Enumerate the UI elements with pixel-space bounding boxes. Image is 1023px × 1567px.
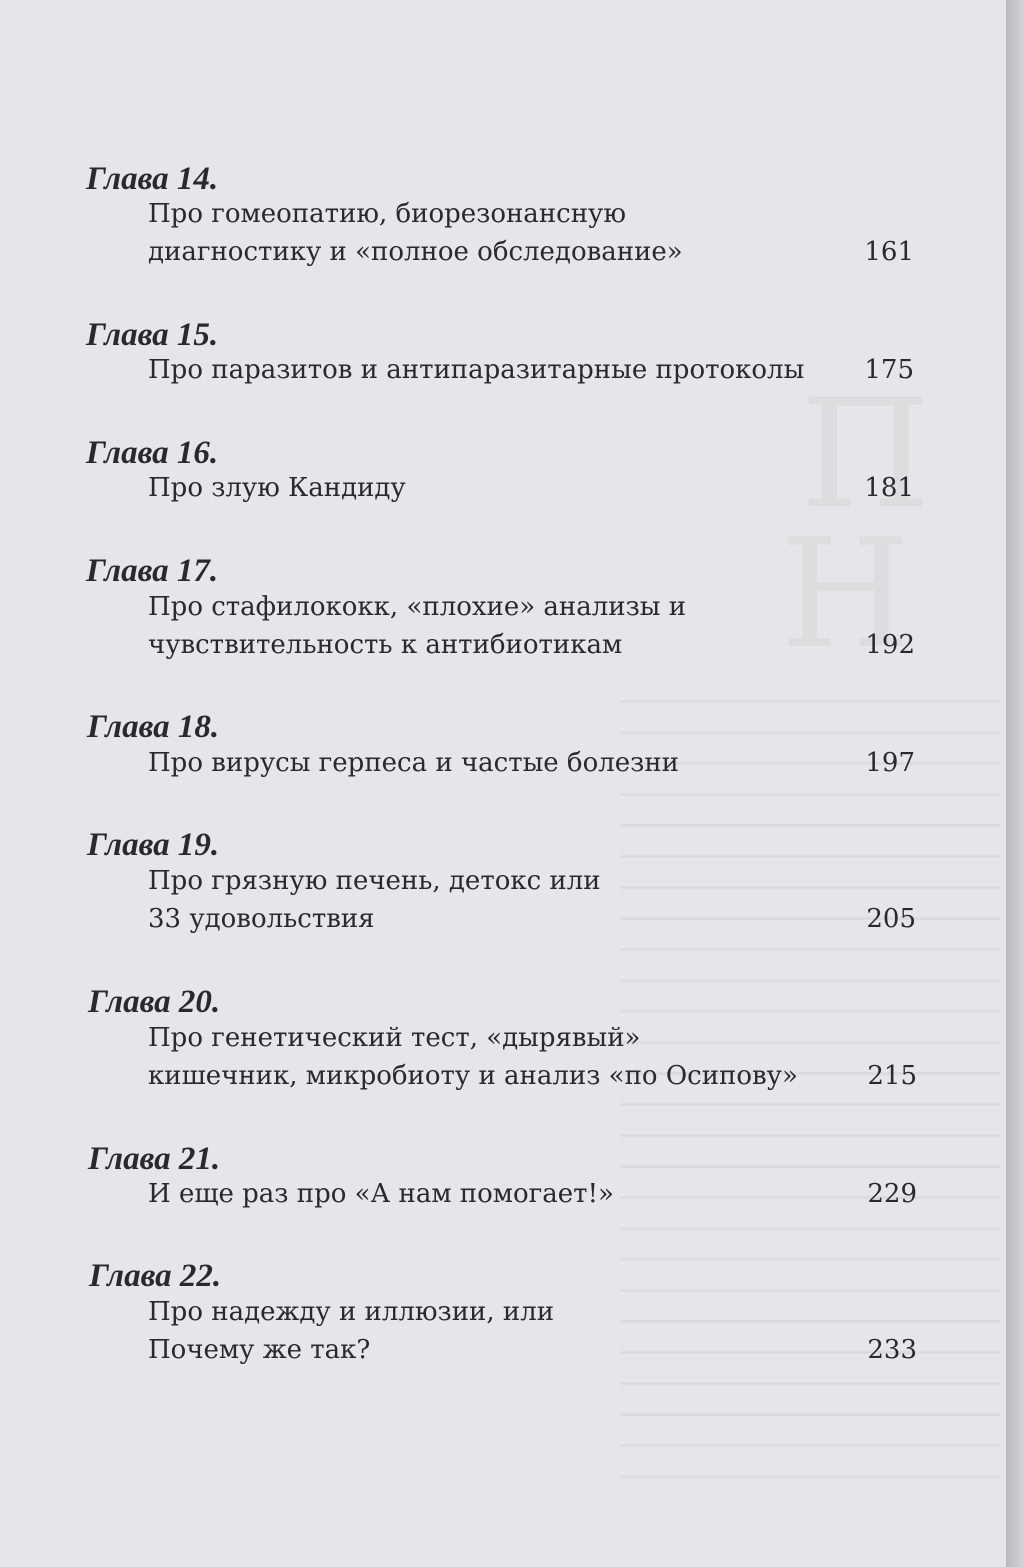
chapter-heading: Глава 19.	[87, 827, 220, 863]
chapter-title-line: Про паразитов и антипаразитарные протоколы	[148, 355, 805, 385]
chapter-heading: Глава 20.	[88, 984, 221, 1020]
page-number: 181	[864, 473, 914, 503]
chapter-heading: Глава 21.	[88, 1141, 221, 1177]
chapter-title-line: Про гомеопатию, биорезонансную	[148, 199, 626, 229]
chapter-title-line: Про стафилококк, «плохие» анализы и	[148, 592, 687, 622]
chapter-title-line: Про злую Кандиду	[148, 473, 406, 503]
page-number: 175	[864, 355, 914, 385]
chapter-title-line: кишечник, микробиоту и анализ «по Осипову»	[148, 1061, 798, 1091]
page-number: 215	[867, 1061, 917, 1091]
chapter-heading: Глава 18.	[87, 709, 220, 745]
chapter-title-line: Почему же так?	[148, 1335, 371, 1365]
page-edge-shadow	[1006, 0, 1023, 1567]
chapter-title-line: Про генетический тест, «дырявый»	[148, 1023, 641, 1053]
chapter-title-line: чувствительность к антибиотикам	[148, 630, 623, 660]
chapter-title-line: И еще раз про «А нам помогает!»	[148, 1179, 614, 1209]
chapter-heading: Глава 17.	[86, 553, 219, 589]
page-number: 229	[867, 1179, 917, 1209]
page-number: 233	[867, 1335, 917, 1365]
page-number: 192	[865, 630, 915, 660]
chapter-heading: Глава 14.	[86, 161, 219, 197]
page-number: 161	[864, 237, 914, 267]
page-number: 205	[866, 904, 916, 934]
chapter-heading: Глава 22.	[89, 1258, 222, 1294]
chapter-heading: Глава 15.	[86, 317, 219, 353]
page-number: 197	[865, 748, 915, 778]
chapter-heading: Глава 16.	[86, 435, 219, 471]
chapter-title-line: Про вирусы герпеса и частые болезни	[148, 748, 679, 778]
chapter-title-line: 33 удовольствия	[148, 904, 375, 934]
chapter-title-line: диагностику и «полное обследование»	[148, 237, 683, 267]
chapter-title-line: Про грязную печень, детокс или	[148, 866, 601, 896]
chapter-title-line: Про надежду и иллюзии, или	[148, 1297, 555, 1327]
